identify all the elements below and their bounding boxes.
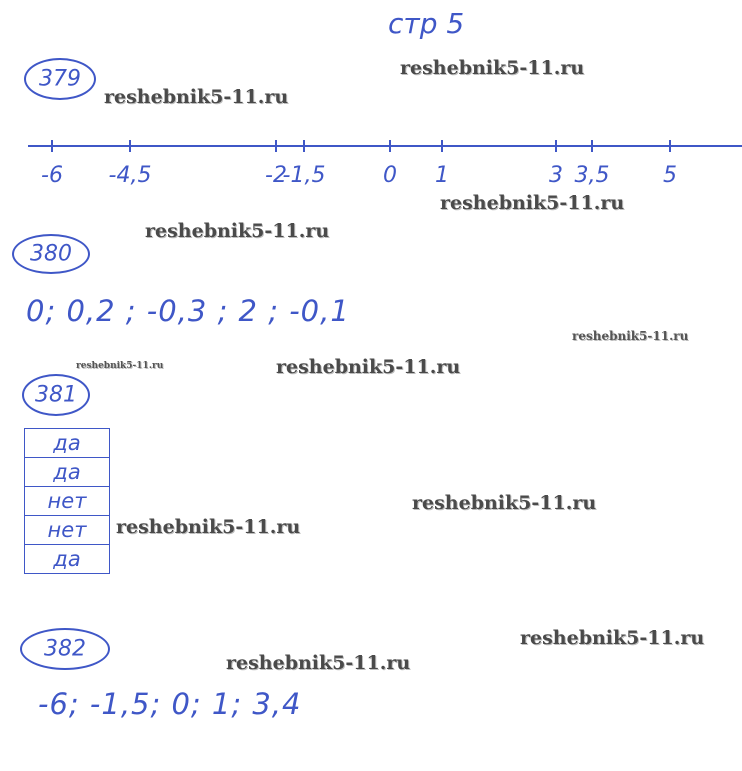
watermark: reshebnik5-11.ru [572, 329, 689, 343]
task-number-381-text: 381 [35, 382, 77, 408]
number-line-label: -2 [265, 163, 287, 188]
table-row [25, 458, 110, 487]
watermark: reshebnik5-11.ru [520, 627, 705, 649]
watermark: reshebnik5-11.ru [116, 516, 301, 538]
watermark: reshebnik5-11.ru [76, 361, 164, 371]
table-cell: да [25, 429, 110, 458]
watermark: reshebnik5-11.ru [226, 652, 411, 674]
watermark: reshebnik5-11.ru [104, 86, 289, 108]
watermark: reshebnik5-11.ru [276, 356, 461, 378]
task-382-answer: -6; -1,5; 0; 1; 3,4 [38, 687, 302, 721]
table-row [25, 487, 110, 516]
table-cell: нет [25, 516, 110, 545]
task-number-381 [22, 374, 90, 416]
number-line-label: -1,5 [282, 163, 326, 188]
number-line-label: 3 [549, 163, 563, 188]
number-line-label: 5 [663, 163, 677, 188]
page-number-label: стр 5 [388, 7, 465, 40]
task-380-answer: 0; 0,2 ; -0,3 ; 2 ; -0,1 [26, 294, 350, 328]
table-row [25, 516, 110, 545]
watermark: reshebnik5-11.ru [145, 220, 330, 242]
task-381-answer-table [24, 428, 110, 574]
table-cell: нет [25, 487, 110, 516]
task-number-379-text: 379 [39, 66, 81, 92]
task-number-382-text: 382 [44, 636, 86, 662]
task-number-379 [24, 58, 96, 100]
table-row [25, 545, 110, 574]
watermark: reshebnik5-11.ru [412, 492, 597, 514]
number-line-label: -4,5 [108, 163, 152, 188]
table-cell: да [25, 458, 110, 487]
number-line [0, 120, 742, 190]
number-line-label: 3,5 [574, 163, 610, 188]
task-number-382 [20, 628, 110, 670]
number-line-label: 1 [435, 163, 449, 188]
task-number-380-text: 380 [30, 241, 72, 267]
table-row [25, 429, 110, 458]
number-line-label: -6 [41, 163, 63, 188]
number-line-label: 0 [383, 163, 397, 188]
task-number-380 [12, 234, 90, 274]
watermark: reshebnik5-11.ru [440, 192, 625, 214]
watermark: reshebnik5-11.ru [400, 57, 585, 79]
table-cell: да [25, 545, 110, 574]
